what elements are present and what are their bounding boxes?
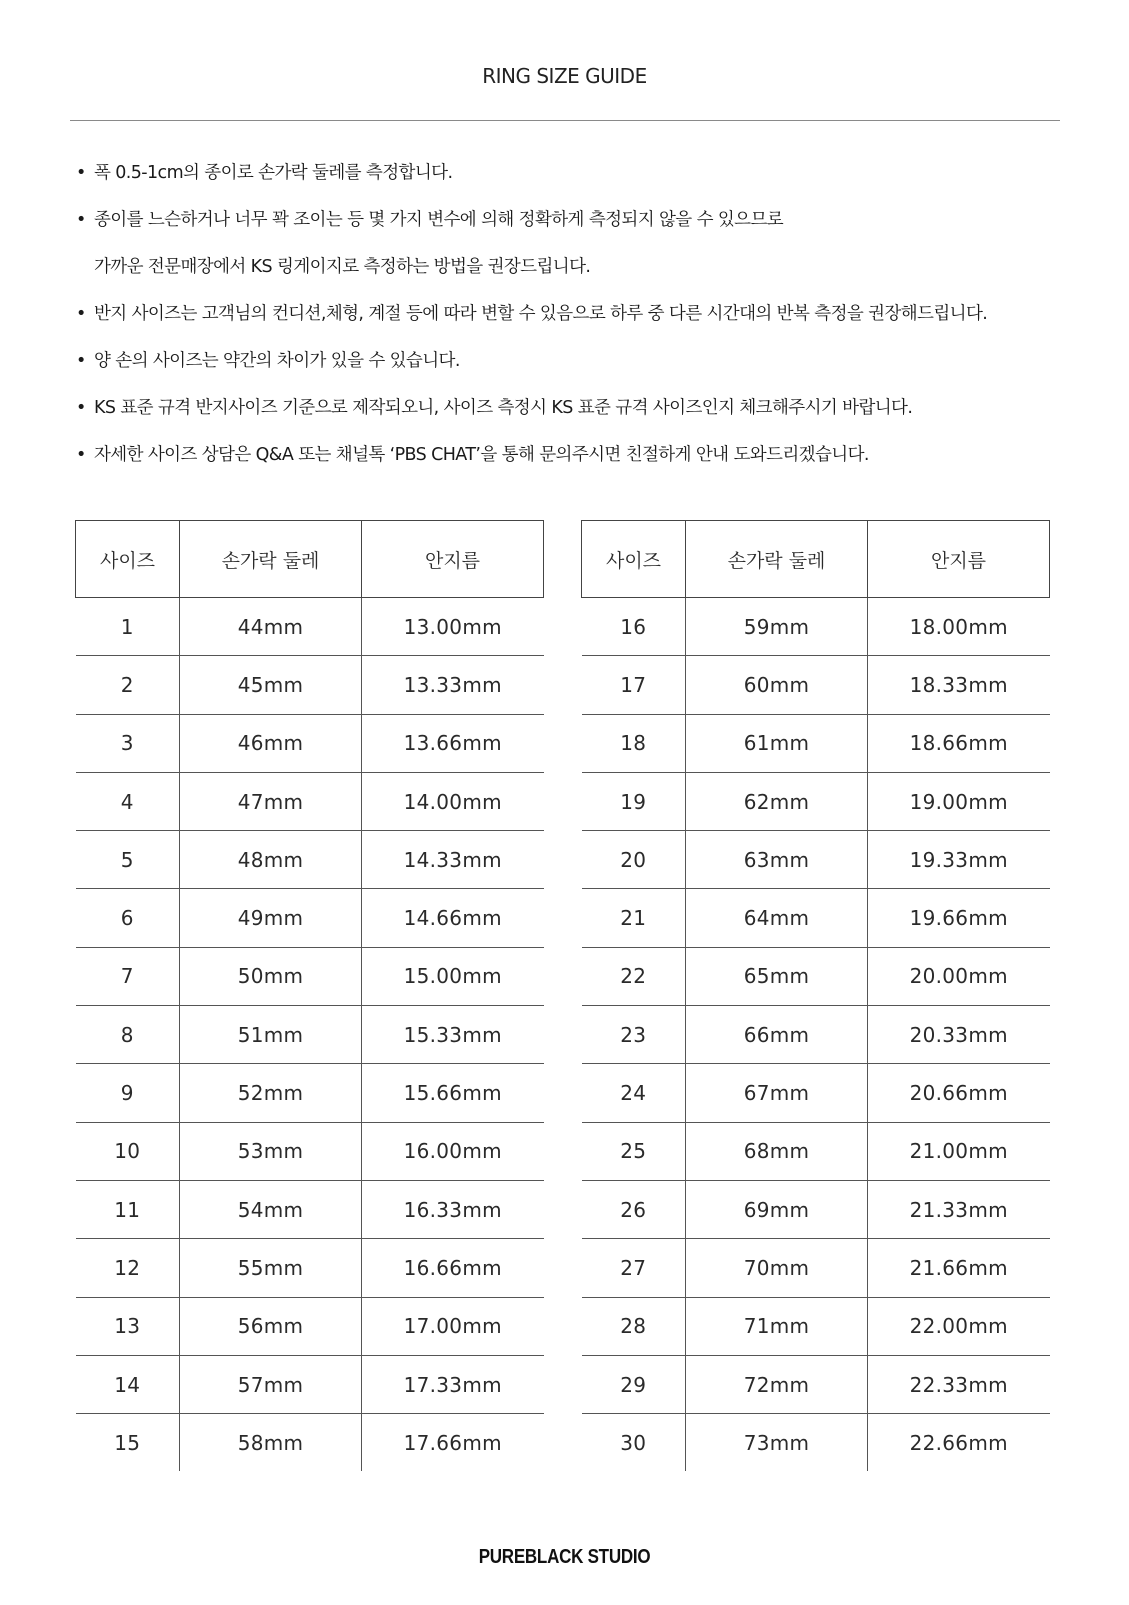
cell-size: 12 <box>76 1239 180 1297</box>
note-text: 폭 0.5-1cm의 종이로 손가락 둘레를 측정합니다. <box>94 163 453 183</box>
note-item <box>76 291 1076 338</box>
cell-inner-diameter: 14.33mm <box>362 831 544 889</box>
cell-circumference: 58mm <box>180 1414 362 1472</box>
cell-size: 22 <box>582 947 686 1005</box>
cell-circumference: 65mm <box>686 947 868 1005</box>
cell-inner-diameter: 17.33mm <box>362 1355 544 1413</box>
title-divider <box>70 120 1060 121</box>
cell-inner-diameter: 16.33mm <box>362 1180 544 1238</box>
cell-inner-diameter: 22.33mm <box>868 1355 1050 1413</box>
cell-inner-diameter: 21.00mm <box>868 1122 1050 1180</box>
cell-inner-diameter: 22.00mm <box>868 1297 1050 1355</box>
table-row <box>582 714 1050 772</box>
table-row <box>76 1239 544 1297</box>
cell-circumference: 48mm <box>180 831 362 889</box>
cell-circumference: 70mm <box>686 1239 868 1297</box>
cell-inner-diameter: 20.33mm <box>868 1006 1050 1064</box>
cell-circumference: 54mm <box>180 1180 362 1238</box>
cell-circumference: 53mm <box>180 1122 362 1180</box>
table-row <box>76 1414 544 1472</box>
cell-circumference: 59mm <box>686 598 868 656</box>
cell-size: 16 <box>582 598 686 656</box>
cell-inner-diameter: 22.66mm <box>909 1430 1008 1455</box>
table-row <box>582 1064 1050 1122</box>
cell-size: 7 <box>76 947 180 1005</box>
cell-size: 17 <box>582 656 686 714</box>
cell-size: 21 <box>582 889 686 947</box>
cell-inner-diameter: 15.33mm <box>362 1006 544 1064</box>
cell-inner-diameter: 13.00mm <box>362 598 544 656</box>
table-row <box>76 772 544 830</box>
cell-inner-diameter: 14.00mm <box>362 772 544 830</box>
cell-size: 11 <box>76 1180 180 1238</box>
cell-inner-diameter: 17.00mm <box>362 1297 544 1355</box>
table-row <box>582 889 1050 947</box>
table-row <box>582 656 1050 714</box>
header-circumference: 손가락 둘레 <box>180 521 362 598</box>
table-row <box>76 598 544 656</box>
header-size: 사이즈 <box>76 521 180 598</box>
note-item <box>76 338 1076 385</box>
note-item <box>76 432 1076 479</box>
table-row <box>582 831 1050 889</box>
table-row <box>582 1414 1050 1472</box>
table-row <box>76 831 544 889</box>
note-text: 자세한 사이즈 상담은 Q&A 또는 채널톡 ‘PBS CHAT’을 통해 문의주시면 친절하게 안내 도와드리겠습니다. <box>94 445 869 465</box>
cell-inner-diameter: 21.33mm <box>868 1180 1050 1238</box>
cell-circumference: 69mm <box>686 1180 868 1238</box>
table-row <box>76 714 544 772</box>
table-row <box>76 1122 544 1180</box>
cell-circumference: 66mm <box>686 1006 868 1064</box>
note-item <box>76 197 1076 291</box>
cell-circumference: 68mm <box>686 1122 868 1180</box>
cell-circumference: 60mm <box>686 656 868 714</box>
table-row <box>582 1122 1050 1180</box>
bullet-icon: • <box>76 398 86 418</box>
cell-inner-diameter: 16.66mm <box>362 1239 544 1297</box>
size-table-left-body <box>76 598 544 1472</box>
bullet-icon: • <box>76 351 86 371</box>
note-item <box>76 385 1076 432</box>
cell-size: 13 <box>76 1297 180 1355</box>
table-row <box>582 947 1050 1005</box>
cell-size: 29 <box>582 1355 686 1413</box>
table-header-row <box>582 521 1050 598</box>
table-header-row <box>76 521 544 598</box>
cell-size: 1 <box>76 598 180 656</box>
cell-size: 4 <box>76 772 180 830</box>
note-text: 반지 사이즈는 고객님의 컨디션,체형, 계절 등에 따라 변할 수 있음으로 하루 중 다른 시간대의 반복 측정을 권장해드립니다. <box>94 304 988 324</box>
cell-inner-diameter: 19.66mm <box>868 889 1050 947</box>
table-row <box>582 1297 1050 1355</box>
cell-circumference: 63mm <box>686 831 868 889</box>
cell-inner-diameter: 19.33mm <box>868 831 1050 889</box>
cell-size: 5 <box>76 831 180 889</box>
cell-circumference: 44mm <box>180 598 362 656</box>
table-row <box>76 1355 544 1413</box>
cell-circumference: 64mm <box>686 889 868 947</box>
table-row <box>582 772 1050 830</box>
header-inner-diameter: 안지름 <box>868 521 1050 598</box>
cell-circumference: 72mm <box>686 1355 868 1413</box>
cell-circumference: 51mm <box>180 1006 362 1064</box>
cell-size: 9 <box>76 1064 180 1122</box>
cell-inner-diameter: 20.00mm <box>868 947 1050 1005</box>
cell-inner-diameter: 21.66mm <box>868 1239 1050 1297</box>
table-row <box>582 1355 1050 1413</box>
note-text: 가까운 전문매장에서 KS 링게이지로 측정하는 방법을 권장드립니다. <box>94 257 591 277</box>
table-row <box>582 598 1050 656</box>
cell-circumference: 71mm <box>686 1297 868 1355</box>
cell-size: 27 <box>582 1239 686 1297</box>
cell-inner-diameter: 20.66mm <box>868 1064 1050 1122</box>
cell-size: 14 <box>76 1355 180 1413</box>
size-table-right <box>581 520 1050 1471</box>
size-table-right-body <box>582 598 1050 1472</box>
cell-circumference: 45mm <box>180 656 362 714</box>
note-text: 양 손의 사이즈는 약간의 차이가 있을 수 있습니다. <box>94 351 460 371</box>
cell-size: 19 <box>582 772 686 830</box>
cell-size: 3 <box>76 714 180 772</box>
cell-inner-diameter: 19.00mm <box>868 772 1050 830</box>
cell-circumference: 67mm <box>686 1064 868 1122</box>
cell-circumference: 47mm <box>180 772 362 830</box>
cell-circumference: 62mm <box>686 772 868 830</box>
cell-inner-diameter: 13.33mm <box>362 656 544 714</box>
cell-inner-diameter: 13.66mm <box>362 714 544 772</box>
bullet-icon: • <box>76 163 86 183</box>
cell-size: 2 <box>76 656 180 714</box>
cell-circumference: 46mm <box>180 714 362 772</box>
bullet-icon: • <box>76 210 86 230</box>
cell-size: 28 <box>582 1297 686 1355</box>
note-text: 종이를 느슨하거나 너무 꽉 조이는 등 몇 가지 변수에 의해 정확하게 측정되지 않을 수 있으므로 <box>94 210 784 230</box>
table-row <box>582 1006 1050 1064</box>
header-inner-diameter: 안지름 <box>362 521 544 598</box>
cell-size: 30 <box>582 1414 686 1472</box>
table-row <box>76 1180 544 1238</box>
header-size: 사이즈 <box>582 521 686 598</box>
cell-circumference: 49mm <box>180 889 362 947</box>
cell-inner-diameter: 16.00mm <box>362 1122 544 1180</box>
size-table-left <box>75 520 544 1471</box>
cell-circumference: 50mm <box>180 947 362 1005</box>
table-row <box>582 1180 1050 1238</box>
cell-circumference: 52mm <box>180 1064 362 1122</box>
cell-circumference: 57mm <box>180 1355 362 1413</box>
cell-size: 25 <box>582 1122 686 1180</box>
cell-inner-diameter: 18.00mm <box>868 598 1050 656</box>
cell-size: 10 <box>76 1122 180 1180</box>
cell-size: 8 <box>76 1006 180 1064</box>
cell-size: 6 <box>76 889 180 947</box>
bullet-icon: • <box>76 304 86 324</box>
table-row <box>76 1297 544 1355</box>
cell-size: 18 <box>582 714 686 772</box>
brand-footer: PUREBLACK STUDIO <box>478 1546 651 1568</box>
notes-list <box>76 150 1076 479</box>
table-row <box>76 656 544 714</box>
cell-circumference: 61mm <box>686 714 868 772</box>
cell-size: 20 <box>582 831 686 889</box>
cell-circumference: 73mm <box>686 1414 868 1472</box>
cell-circumference: 55mm <box>180 1239 362 1297</box>
note-text: KS 표준 규격 반지사이즈 기준으로 제작되오니, 사이즈 측정시 KS 표준 규격 사이즈인지 체크해주시기 바랍니다. <box>94 398 913 418</box>
cell-inner-diameter: 14.66mm <box>362 889 544 947</box>
cell-circumference: 56mm <box>180 1297 362 1355</box>
table-row <box>76 889 544 947</box>
cell-size: 24 <box>582 1064 686 1122</box>
cell-size: 15 <box>76 1414 180 1472</box>
cell-size: 26 <box>582 1180 686 1238</box>
header-circumference: 손가락 둘레 <box>686 521 868 598</box>
table-row <box>76 1006 544 1064</box>
cell-size: 23 <box>582 1006 686 1064</box>
bullet-icon: • <box>76 445 86 465</box>
table-row <box>76 1064 544 1122</box>
cell-inner-diameter: 17.66mm <box>403 1430 502 1455</box>
page-title: RING SIZE GUIDE <box>482 64 647 88</box>
cell-inner-diameter: 18.66mm <box>868 714 1050 772</box>
cell-inner-diameter: 15.66mm <box>362 1064 544 1122</box>
cell-inner-diameter: 18.33mm <box>868 656 1050 714</box>
table-row <box>76 947 544 1005</box>
cell-inner-diameter: 15.00mm <box>362 947 544 1005</box>
table-row <box>582 1239 1050 1297</box>
note-item <box>76 150 1076 197</box>
